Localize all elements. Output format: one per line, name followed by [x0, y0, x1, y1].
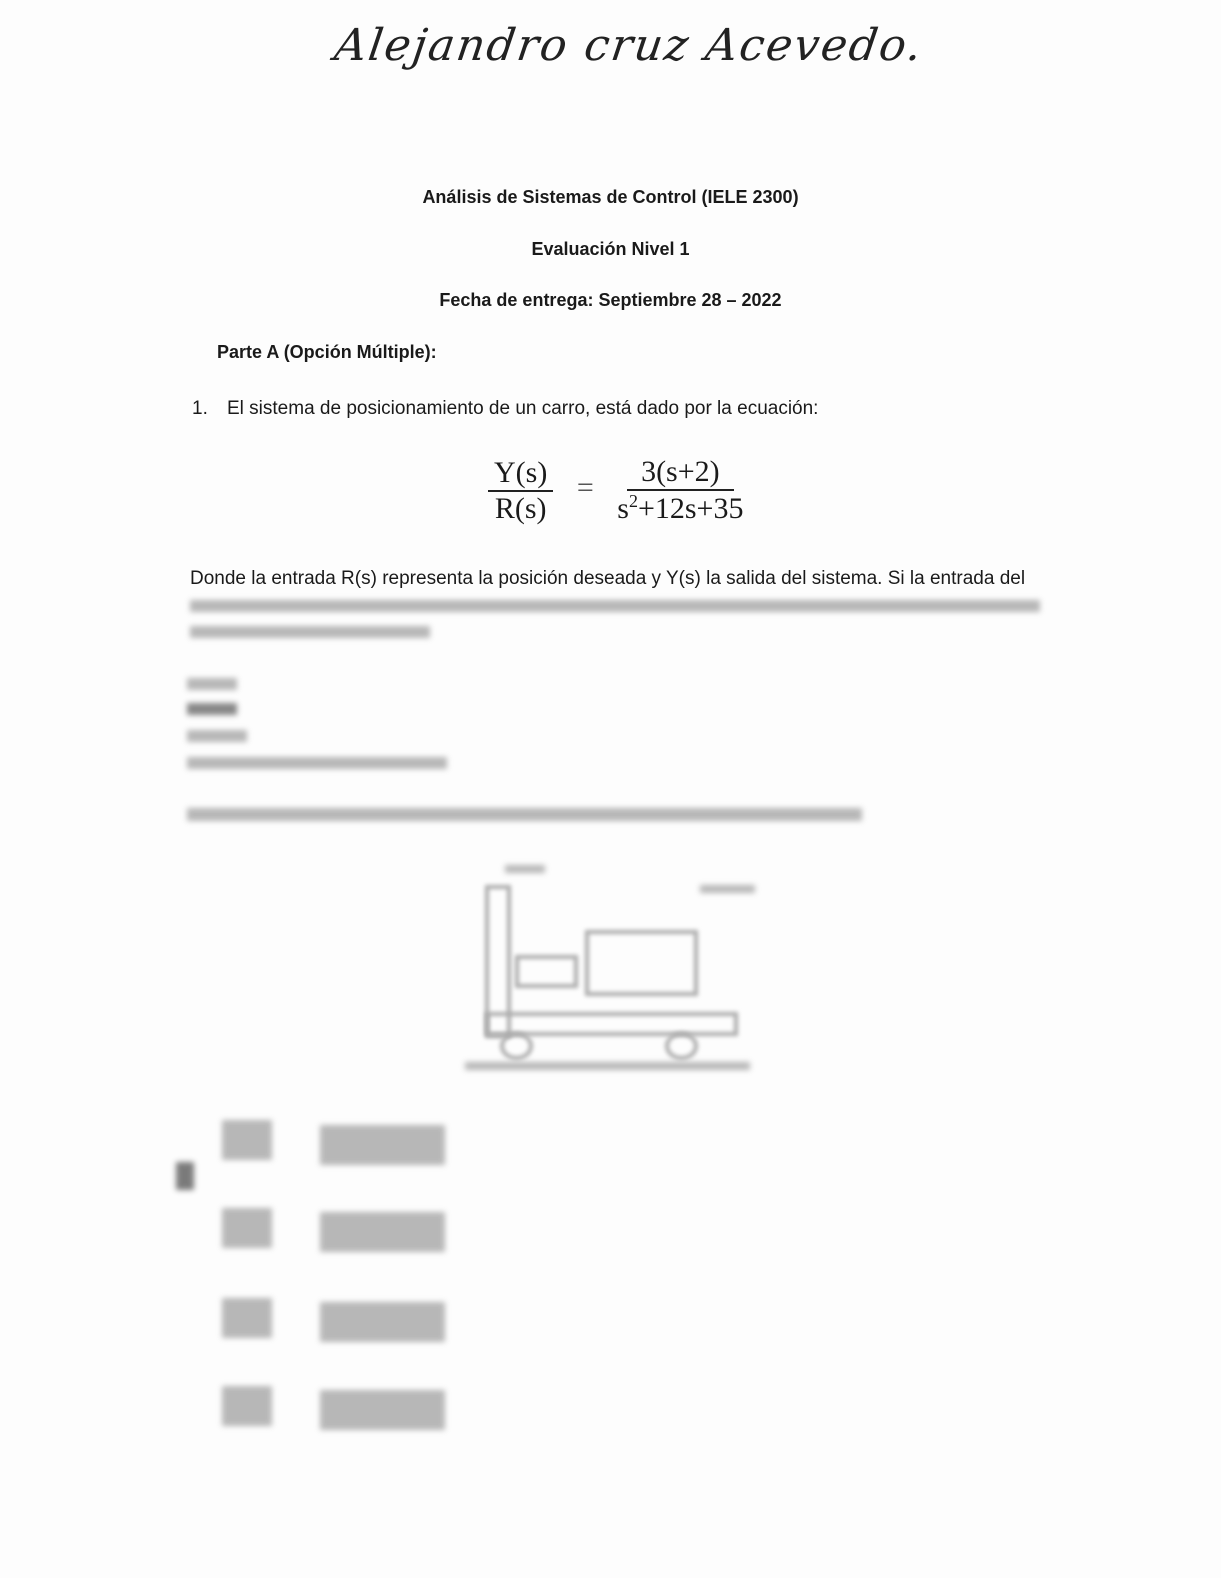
redacted-option-marked: [187, 703, 237, 715]
lhs-numerator: Y(s): [488, 456, 553, 492]
question-number: 1.: [192, 398, 208, 419]
question-followup: Donde la entrada R(s) representa la posición deseada y Y(s) la salida del sistema. Si la entrada del: [190, 568, 1026, 589]
course-title: Análisis de Sistemas de Control (IELE 2300): [422, 187, 799, 207]
redacted-line: [190, 600, 1040, 612]
equals-sign: =: [576, 471, 594, 505]
redacted-line: [190, 626, 430, 638]
due-date: Fecha de entrega: Septiembre 28 – 2022: [439, 290, 782, 310]
redacted-question-2: [187, 808, 862, 821]
redacted-option: [187, 757, 447, 769]
question-text: El sistema de posicionamiento de un carro, está dado por la ecuación:: [227, 398, 819, 419]
diagram-damper: [515, 955, 578, 988]
rhs-den-rest: +12s+35: [637, 492, 744, 525]
rhs-numerator: 3(s+2): [627, 455, 734, 491]
transfer-function-equation: [488, 455, 743, 526]
redacted-formula: [320, 1125, 445, 1165]
handwritten-signature: Alejandro cruz Acevedo.: [331, 20, 927, 71]
diagram-wheel: [665, 1032, 698, 1060]
evaluation-title: Evaluación Nivel 1: [531, 239, 690, 259]
redacted-option: [187, 730, 247, 742]
redacted-formula: [320, 1302, 445, 1342]
section-title: Parte A (Opción Múltiple):: [217, 342, 437, 362]
redacted-formula: [222, 1386, 272, 1426]
diagram-ground: [465, 1062, 750, 1070]
redacted-marked-option: [176, 1162, 194, 1190]
rhs-denominator: [617, 491, 743, 526]
redacted-formula: [222, 1208, 272, 1248]
rhs-den-exponent: 2: [628, 491, 638, 511]
diagram-wheel: [500, 1032, 533, 1060]
redacted-formula: [320, 1212, 445, 1252]
diagram-mass: [585, 930, 698, 996]
redacted-formula: [222, 1120, 272, 1160]
diagram-label: [505, 865, 545, 873]
rhs-den-s: s: [617, 492, 629, 525]
redacted-option: [187, 678, 237, 690]
redacted-formula: [320, 1390, 445, 1430]
lhs-denominator: R(s): [494, 491, 547, 525]
redacted-formula: [222, 1298, 272, 1338]
diagram-label: [700, 885, 755, 893]
